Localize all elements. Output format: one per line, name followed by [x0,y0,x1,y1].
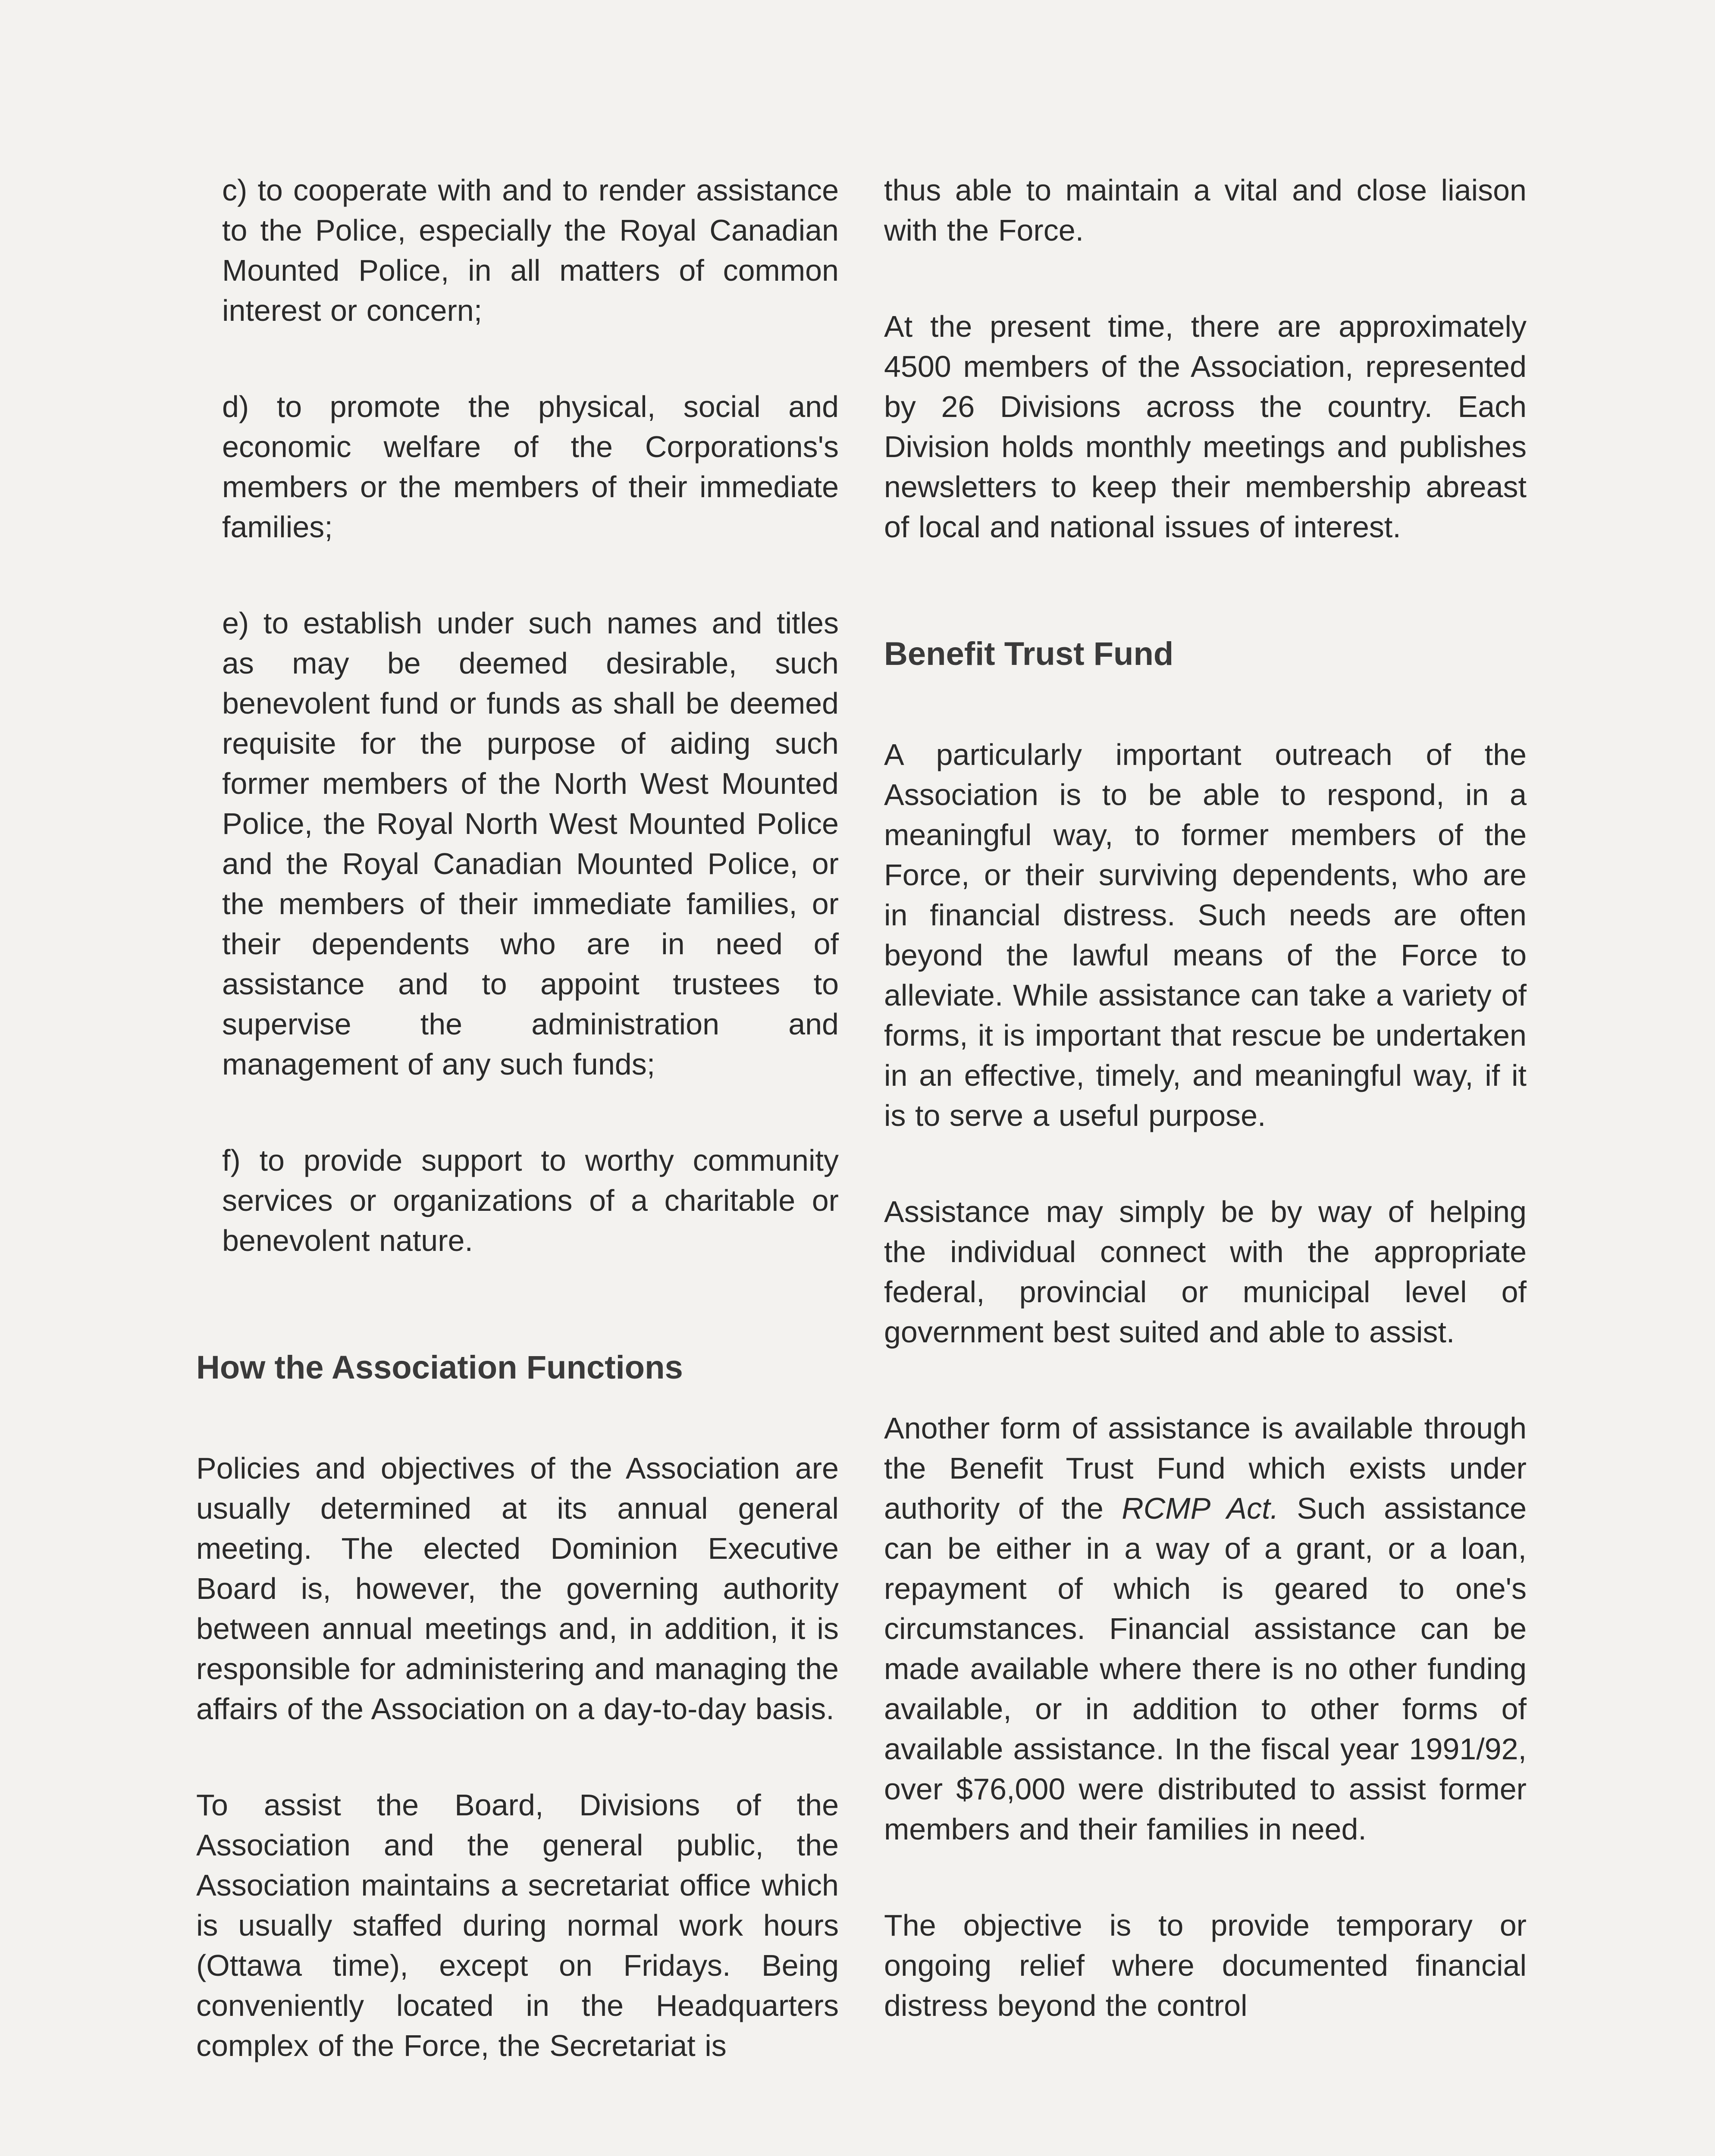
left-column [196,170,839,2122]
paragraph-liaison: thus able to maintain a vital and close liaison with the Force. [884,173,1527,247]
section-heading-functions: How the Association Functions [196,1349,683,1386]
paragraph-membership: At the present time, there are approximately 4500 members of the Association, represented by 26 Divisions across the country. Each Division holds monthly meetings and publishes newsletters to keep their membership abreast of local and national issues of interest. [884,310,1527,544]
paragraph-outreach: A particularly important outreach of the Association is to be able to respond, in a meaningful way, to former members of the Force, or their surviving dependents, who are in financial distress. Such needs are often beyond the lawful means of the Force to alleviate. While assistance can take a variety of forms, it is important that rescue be undertaken in an effective, timely, and meaningful way, if it is to serve a useful purpose. [884,738,1527,1132]
paragraph-benefit-fund-part2: Such assistance can be either in a way of a grant, or a loan, repayment of which is geared to one's circumstances. Financial assistance can be made available where there is no other funding available, or in addition to other forms of available assistance. In the fiscal year 1991/92, over $76,000 were distributed to assist former members and their families in need. [884,1492,1527,1846]
paragraph-objective: The objective is to provide temporary or ongoing relief where documented financial distress beyond the control [884,1908,1527,2022]
paragraph-connect: Assistance may simply be by way of helping the individual connect with the appropriate federal, provincial or municipal level of government best suited and able to assist. [884,1195,1527,1349]
right-column [884,170,1527,2082]
rcmp-act-reference: RCMP Act. [1122,1492,1279,1525]
section-heading-benefit-trust-fund: Benefit Trust Fund [884,636,1174,672]
paragraph-benefit-fund [884,1408,1527,1849]
paragraph-policies: Policies and objectives of the Association are usually determined at its annual general meeting. The elected Dominion Executive Board is, however, the governing authority between annual meetings and, in addition, it is responsible for administering and managing the affairs of the Association on a day-to-day basis. [196,1451,839,1726]
paragraph-secretariat: To assist the Board, Divisions of the Association and the general public, the Association maintains a secretariat office which is usually staffed during normal work hours (Ottawa time), except on Fridays. Being conveniently located in the Headquarters complex of the Force, the Secretariat is [196,1788,839,2062]
objective-item-c: c) to cooperate with and to render assistance to the Police, especially the Royal Canadian Mounted Police, in all matters of common interest or concern; [222,173,839,327]
paragraph-benefit-fund-part1: Another form of assistance is available through the Benefit Trust Fund which exists under authority of the [884,1411,1527,1525]
objective-item-f: f) to provide support to worthy community services or organizations of a charitable or benevolent nature. [222,1144,839,1257]
objective-item-d: d) to promote the physical, social and economic welfare of the Corporations's members or the members of their immediate families; [222,390,839,544]
objective-item-e: e) to establish under such names and titles as may be deemed desirable, such benevolent fund or funds as shall be deemed requisite for the purpose of aiding such former members of the North West Mounted Police, the Royal North West Mounted Police and the Royal Canadian Mounted Police, or the members of their immediate families, or their dependents who are in need of assistance and to appoint trustees to supervise the administration and management of any such funds; [222,606,839,1081]
